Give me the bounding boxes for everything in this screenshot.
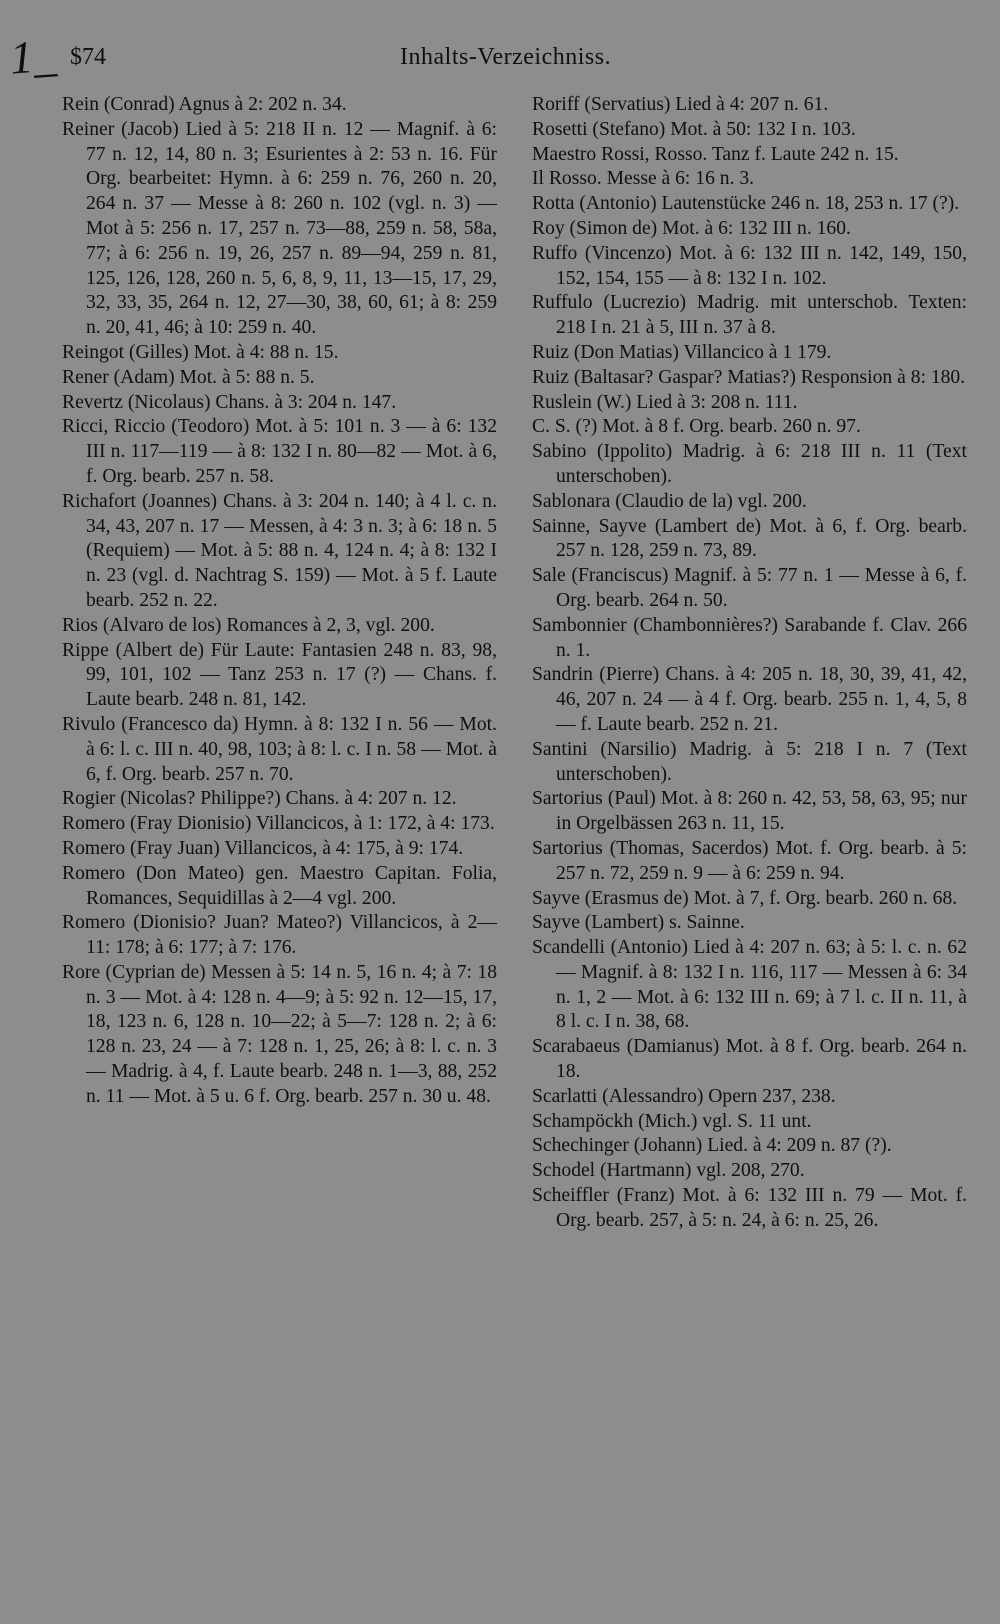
index-entry: Sale (Franciscus) Magnif. à 5: 77 n. 1 — Messe à 6, f. Org. bearb. 264 n. 50.	[532, 565, 967, 611]
index-entry: Rippe (Albert de) Für Laute: Fantasien 248 n. 83, 98, 99, 101, 102 — Tanz 253 n. 17 (?) — Chans. f. Laute bearb. 248 n. 81, 142.	[62, 639, 497, 711]
index-entry: Rener (Adam) Mot. à 5: 88 n. 5.	[62, 366, 315, 388]
index-entry: Sabino (Ippolito) Madrig. à 6: 218 III n. 11 (Text unterschoben).	[532, 441, 967, 487]
index-entry: Sayve (Lambert) s. Sainne.	[532, 912, 745, 934]
index-entry: Roy (Simon de) Mot. à 6: 132 III n. 160.	[532, 217, 851, 239]
page-header	[0, 0, 1000, 90]
index-entry: Ruffulo (Lucrezio) Madrig. mit unterschob. Texten: 218 I n. 21 à 5, III n. 37 à 8.	[532, 292, 967, 339]
index-entry: Sablonara (Claudio de la) vgl. 200.	[532, 490, 807, 512]
index-entry: Schodel (Hartmann) vgl. 208, 270.	[532, 1160, 805, 1182]
index-entry: Rogier (Nicolas? Philippe?) Chans. à 4: 207 n. 12.	[62, 788, 457, 810]
index-entry: C. S. (?) Mot. à 8 f. Org. bearb. 260 n. 97.	[532, 416, 861, 438]
index-entry: Rore (Cyprian de) Messen à 5: 14 n. 5, 16 n. 4; à 7: 18 n. 3 — Mot. à 4: 128 n. 4—9; à 5: 92 n. 12—15, 17, 18, 123 n. 6, 128 n. 10—22; à 5—7: 128 n. 2; à 6: 128 n. 23, 24 — à 7: 128 n. 1, 25, 26; à 8: l. c. n. 3 — Madrig. à 4, f. Laute bearb. 248 n. 1—3, 88, 252 n. 11 — Mot. à 5 u. 6 f. Org. bearb. 257 n. 30 u. 48.	[62, 961, 497, 1107]
index-entry: Rein (Conrad) Agnus à 2: 202 n. 34.	[62, 94, 347, 115]
index-entry: Rivulo (Francesco da) Hymn. à 8: 132 I n. 56 — Mot. à 6: l. c. III n. 40, 98, 103; à 8: l. c. I n. 58 — Mot. à 6, f. Org. bearb. 257 n. 70.	[62, 713, 497, 785]
index-entry: Rosetti (Stefano) Mot. à 50: 132 I n. 103.	[532, 118, 856, 140]
handwritten-page-mark: 1_	[8, 29, 58, 84]
index-entry: Maestro Rossi, Rosso. Tanz f. Laute 242 n. 15.	[532, 143, 899, 165]
index-entry: Romero (Fray Dionisio) Villancicos, à 1: 172, à 4: 173.	[62, 813, 495, 835]
index-entry: Reingot (Gilles) Mot. à 4: 88 n. 15.	[62, 341, 339, 363]
index-entry: Sainne, Sayve (Lambert de) Mot. à 6, f. Org. bearb. 257 n. 128, 259 n. 73, 89.	[532, 515, 967, 562]
index-entry: Romero (Don Mateo) gen. Maestro Capitan. Folia, Romances, Sequidillas à 2—4 vgl. 200.	[62, 862, 497, 909]
index-entry: Schechinger (Johann) Lied. à 4: 209 n. 87 (?).	[532, 1135, 892, 1157]
index-entry: Il Rosso. Messe à 6: 16 n. 3.	[532, 168, 755, 190]
index-column-left	[62, 93, 497, 1110]
index-entry: Ruslein (W.) Lied à 3: 208 n. 111.	[532, 391, 798, 413]
index-entry: Schampöckh (Mich.) vgl. S. 11 unt.	[532, 1110, 812, 1132]
index-entry: Scandelli (Antonio) Lied à 4: 207 n. 63; à 5: l. c. n. 62 — Magnif. à 8: 132 I n. 116, 117 — Messen à 6: 34 n. 1, 2 — Mot. à 6: 132 III n. 69; à 7 l. c. II n. 11, à 8 l. c. I n. 38, 68.	[532, 937, 967, 1033]
index-entry: Romero (Fray Juan) Villancicos, à 4: 175, à 9: 174.	[62, 837, 464, 859]
index-entry: Ruffo (Vincenzo) Mot. à 6: 132 III n. 142, 149, 150, 152, 154, 155 — à 8: 132 I n. 102.	[532, 242, 967, 289]
index-entry: Scheiffler (Franz) Mot. à 6: 132 III n. 79 — Mot. f. Org. bearb. 257, à 5: n. 24, à 6: n. 25, 26.	[532, 1185, 967, 1231]
index-entry: Ruiz (Don Matias) Villancico à 1 179.	[532, 341, 832, 363]
page-title: Inhalts-Verzeichniss.	[400, 44, 612, 70]
index-entry: Ricci, Riccio (Teodoro) Mot. à 5: 101 n. 3 — à 6: 132 III n. 117—119 — à 8: 132 I n. 80—82 — Mot. à 6, f. Org. bearb. 257 n. 58.	[62, 416, 497, 487]
index-entry: Sartorius (Paul) Mot. à 8: 260 n. 42, 53, 58, 63, 95; nur in Orgelbässen 263 n. 11, 15.	[532, 788, 967, 835]
index-entry: Sartorius (Thomas, Sacerdos) Mot. f. Org. bearb. à 5: 257 n. 72, 259 n. 9 — à 6: 259 n. 94.	[532, 837, 967, 884]
index-entry: Santini (Narsilio) Madrig. à 5: 218 I n. 7 (Text unterschoben).	[532, 738, 967, 785]
index-column-right	[532, 93, 967, 1234]
index-entry: Revertz (Nicolaus) Chans. à 3: 204 n. 147.	[62, 391, 397, 413]
index-entry: Sayve (Erasmus de) Mot. à 7, f. Org. bearb. 260 n. 68.	[532, 887, 958, 909]
index-entry: Scarabaeus (Damianus) Mot. à 8 f. Org. bearb. 264 n. 18.	[532, 1036, 967, 1083]
page-number: $74	[70, 44, 106, 70]
index-entry: Roriff (Servatius) Lied à 4: 207 n. 61.	[532, 94, 829, 115]
index-entry: Richafort (Joannes) Chans. à 3: 204 n. 140; à 4 l. c. n. 34, 43, 207 n. 17 — Messen, à 4: 3 n. 3; à 6: 18 n. 5 (Requiem) — Mot. à 5: 88 n. 4, 124 n. 4; à 8: 132 I n. 23 (vgl. d. Nachtrag S. 159) — Mot. à 5 f. Laute bearb. 252 n. 22.	[62, 490, 497, 611]
index-entry: Ruiz (Baltasar? Gaspar? Matias?) Responsion à 8: 180.	[532, 366, 966, 388]
index-entry: Scarlatti (Alessandro) Opern 237, 238.	[532, 1085, 836, 1107]
index-entry: Sandrin (Pierre) Chans. à 4: 205 n. 18, 30, 39, 41, 42, 46, 207 n. 24 — à 4 f. Org. bearb. 255 n. 1, 4, 5, 8 — f. Laute bearb. 252 n. 21.	[532, 664, 967, 735]
index-entry: Sambonnier (Chambonnières?) Sarabande f. Clav. 266 n. 1.	[532, 614, 967, 661]
index-entry: Rios (Alvaro de los) Romances à 2, 3, vgl. 200.	[62, 614, 435, 636]
index-entry: Rotta (Antonio) Lautenstücke 246 n. 18, 253 n. 17 (?).	[532, 193, 960, 215]
index-entry: Romero (Dionisio? Juan? Mateo?) Villancicos, à 2—11: 178; à 6: 177; à 7: 176.	[62, 912, 497, 959]
index-entry: Reiner (Jacob) Lied à 5: 218 II n. 12 — Magnif. à 6: 77 n. 12, 14, 80 n. 3; Esurientes à 2: 53 n. 16. Für Org. bearbeitet: Hymn. à 6: 259 n. 76, 260 n. 20, 264 n. 37 — Messe à 8: 260 n. 102 (vgl. n. 3) — Mot à 5: 256 n. 17, 257 n. 73—88, 259 n. 58, 58a, 77; à 6: 256 n. 19, 26, 257 n. 89—94, 259 n. 81, 125, 126, 128, 260 n. 5, 6, 8, 9, 11, 13—15, 17, 29, 32, 33, 35, 264 n. 12, 27—30, 38, 60, 61; à 8: 259 n. 20, 41, 46; à 10: 259 n. 40.	[62, 118, 497, 339]
